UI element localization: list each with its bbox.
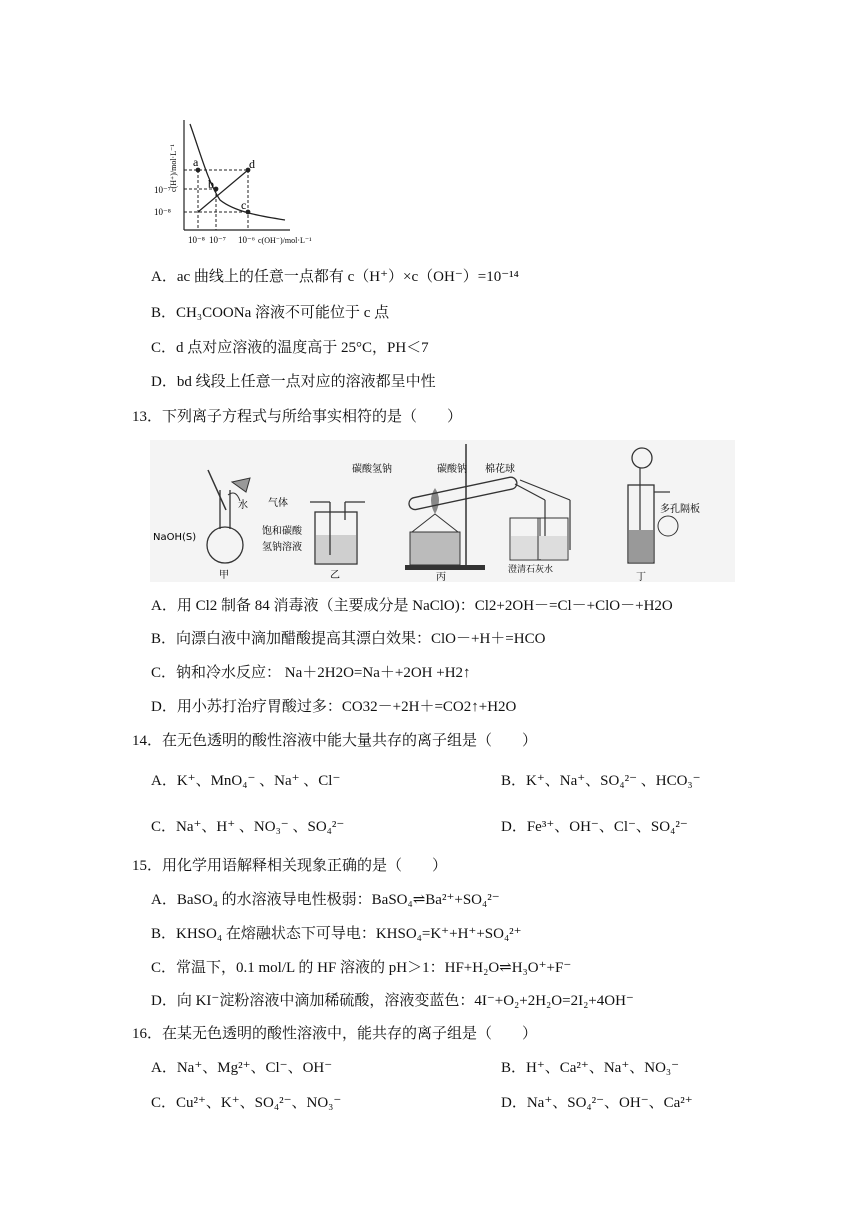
q12-option-c: C．d 点对应溶液的温度高于 25°C，PH＜7 [151, 340, 429, 356]
q16-option-c: C．Cu²⁺、K⁺、SO₄²⁻、NO₃⁻ [151, 1095, 342, 1111]
svg-text:碳酸钠: 碳酸钠 [437, 464, 467, 475]
q14-option-c: C．Na⁺、H⁺ 、NO₃⁻ 、SO₄²⁻ [151, 819, 345, 835]
y-tick-1e-8: 10⁻⁸ [154, 207, 171, 217]
label-d: d [249, 157, 255, 171]
y-tick-1e-7: 10⁻⁷ [154, 185, 171, 195]
q16-stem: 16．在某无色透明的酸性溶液中，能共存的离子组是（ ） [132, 1026, 538, 1042]
label-c: c [241, 198, 247, 212]
q15-option-a: A．BaSO₄ 的水溶液导电性极弱：BaSO₄⇌Ba²⁺+SO₄²⁻ [151, 892, 500, 908]
q12-option-b: B．CH₃COONa 溶液不可能位于 c 点 [151, 305, 390, 321]
svg-text:棉花球: 棉花球 [485, 464, 515, 475]
svg-text:多孔隔板: 多孔隔板 [660, 504, 700, 515]
q15-option-b: B．KHSO₄ 在熔融状态下可导电：KHSO₄=K⁺+H⁺+SO₄²⁺ [151, 926, 522, 942]
q14-option-d: D．Fe³⁺、OH⁻、Cl⁻、SO₄²⁻ [501, 819, 688, 835]
svg-text:气体: 气体 [268, 498, 288, 509]
q12-option-a: A．ac 曲线上的任意一点都有 c（H⁺）×c（OH⁻）=10⁻¹⁴ [151, 269, 519, 285]
q13-stem: 13．下列离子方程式与所给事实相符的是（ ） [132, 409, 463, 425]
q16-option-d: D．Na⁺、SO₄²⁻、OH⁻、Ca²⁺ [501, 1095, 693, 1111]
svg-text:NaOH(S): NaOH(S) [153, 532, 197, 543]
svg-text:水: 水 [238, 500, 248, 511]
label-yi: 乙 [330, 570, 340, 581]
q14-option-b: B．K⁺、Na⁺、SO₄²⁻ 、HCO₃⁻ [501, 773, 701, 789]
label-b: b [208, 177, 214, 191]
svg-text:氢钠溶液: 氢钠溶液 [262, 542, 302, 553]
x-tick-1e-8: 10⁻⁸ [188, 235, 205, 245]
label-jia: 甲 [219, 570, 229, 581]
q15-stem: 15．用化学用语解释相关现象正确的是（ ） [132, 858, 448, 874]
label-bing: 丙 [436, 572, 446, 582]
q16-option-b: B．H⁺、Ca²⁺、Na⁺、NO₃⁻ [501, 1060, 680, 1076]
q12-option-d: D．bd 线段上任意一点对应的溶液都呈中性 [151, 374, 436, 390]
q13-option-d: D．用小苏打治疗胃酸过多：CO32－+2H＋=CO2↑+H2O [151, 699, 517, 715]
kw-graph [150, 112, 350, 247]
q15-option-c: C．常温下，0.1 mol/L 的 HF 溶液的 pH＞1：HF+H₂O⇌H₃O⁺+F⁻ [151, 960, 572, 976]
label-a: a [193, 155, 199, 169]
q14-option-a: A．K⁺、MnO₄⁻ 、Na⁺ 、Cl⁻ [151, 773, 341, 789]
q13-option-c: C．钠和冷水反应： Na＋2H2O=Na＋+2OH +H2↑ [151, 665, 471, 681]
q13-option-a: A．用 Cl2 制备 84 消毒液（主要成分是 NaClO)：Cl2+2OH－=Cl－+ClO－+H2O [151, 598, 673, 614]
label-ding: 丁 [636, 572, 646, 582]
svg-text:澄清石灰水: 澄清石灰水 [508, 565, 554, 575]
y-axis-label: c(H⁺)/mol·L⁻¹ [169, 144, 178, 192]
x-axis-label: c(OH⁻)/mol·L⁻¹ [258, 236, 312, 245]
x-tick-1e-7: 10⁻⁷ [209, 235, 226, 245]
svg-text:饱和碳酸: 饱和碳酸 [262, 526, 302, 537]
apparatus-figure [150, 440, 735, 582]
q13-option-b: B．向漂白液中滴加醋酸提高其漂白效果：ClO－+H＋=HCO [151, 631, 546, 647]
point-b [214, 187, 219, 192]
svg-text:碳酸氢钠: 碳酸氢钠 [352, 464, 392, 475]
q16-option-a: A．Na⁺、Mg²⁺、Cl⁻、OH⁻ [151, 1060, 333, 1076]
x-tick-1e-6: 10⁻⁶ [238, 235, 255, 245]
q14-stem: 14．在无色透明的酸性溶液中能大量共存的离子组是（ ） [132, 733, 538, 749]
q15-option-d: D．向 KI⁻淀粉溶液中滴加稀硫酸，溶液变蓝色：4I⁻+O₂+2H₂O=2I₂+4OH⁻ [151, 993, 634, 1009]
